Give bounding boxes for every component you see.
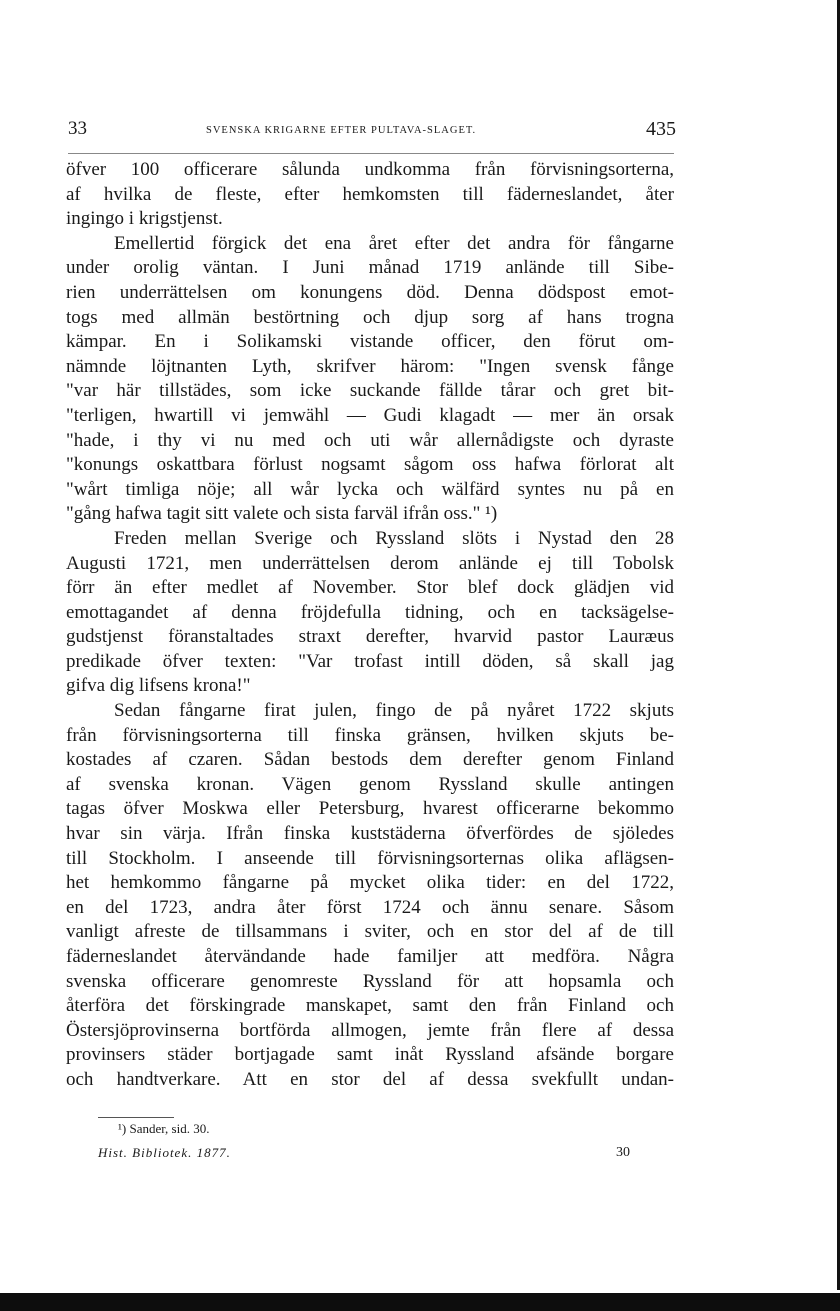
text-line: "terligen, hwartill vi jemwähl — Gudi klagadt — mer än orsak	[66, 404, 674, 426]
footnote: ¹) Sander, sid. 30.	[118, 1121, 210, 1136]
text-line: togs med allmän bestörtning och djup sorg af hans trogna	[66, 306, 674, 328]
left-page-number: 33	[68, 118, 87, 139]
running-head	[68, 118, 676, 146]
text-line: rien underrättelsen om konungens död. Denna dödspost emot-	[66, 281, 674, 303]
header-rule	[68, 153, 674, 154]
text-line: "wårt timliga nöje; all wår lycka och wälfärd syntes nu på en	[66, 478, 674, 500]
text-line: Emellertid förgick det ena året efter det andra för fångarne	[114, 232, 674, 254]
running-title: SVENSKA KRIGARNE EFTER PULTAVA-SLAGET.	[206, 125, 477, 136]
text-line: och handtverkare. Att en stor del af dessa svekfullt undan-	[66, 1068, 674, 1090]
text-line: Sedan fångarne firat julen, fingo de på nyåret 1722 skjuts	[114, 700, 674, 722]
footnote-rule	[98, 1117, 174, 1118]
text-line: af hvilka de fleste, efter hemkomsten till fäderneslandet, åter	[66, 183, 674, 205]
text-line: hvar sin värja. Ifrån finska kuststäderna öfverfördes de sjöledes	[66, 823, 674, 845]
text-line: tagas öfver Moskwa eller Petersburg, hvarest officerarne bekommo	[66, 798, 674, 820]
text-line: ingingo i krigstjenst.	[66, 208, 223, 230]
signature-line: Hist. Bibliotek. 1877.	[98, 1145, 231, 1160]
text-line: Östersjöprovinserna bortförda allmogen, jemte från flere af dessa	[66, 1019, 674, 1041]
text-line: "var här tillstädes, som icke suckande fällde tårar och gret bit-	[66, 380, 674, 402]
text-line: kostades af czaren. Sådan bestods dem derefter genom Finland	[66, 749, 674, 771]
text-line: öfver 100 officerare sålunda undkomma från förvisningsorterna,	[66, 159, 674, 180]
text-line: från förvisningsorterna till finska gränsen, hvilken skjuts be-	[66, 724, 674, 746]
text-line: "konungs oskattbara förlust nogsamt sågom oss hafwa förlorat alt	[66, 454, 674, 476]
text-line: af svenska kronan. Vägen genom Ryssland skulle antingen	[66, 773, 674, 795]
text-line: svenska officerare genomreste Ryssland för att hopsamla och	[66, 970, 674, 992]
text-line: provinsers städer bortjagade samt inåt Ryssland afsände borgare	[66, 1044, 674, 1066]
text-line: predikade öfver texten: "Var trofast intill döden, så skall jag	[66, 650, 674, 672]
sheet-number: 30	[616, 1145, 630, 1160]
text-line: fäderneslandet återvändande hade familjer att medföra. Några	[66, 946, 674, 967]
body-text	[66, 158, 674, 1093]
text-line: en del 1723, andra åter först 1724 och ännu senare. Såsom	[66, 896, 674, 918]
text-line: återföra det förskingrade manskapet, samt den från Finland och	[66, 995, 674, 1017]
text-line: Freden mellan Sverige och Ryssland slöts i Nystad den 28	[114, 527, 674, 549]
text-line: Augusti 1721, men underrättelsen derom anlände ej till Tobolsk	[66, 552, 674, 574]
text-line: nämnde löjtnanten Lyth, skrifver härom: "Ingen svensk fånge	[66, 355, 674, 377]
scan-bottom-border	[0, 1293, 840, 1311]
text-line: förr än efter medlet af November. Stor blef dock glädjen vid	[66, 577, 674, 599]
text-line: under orolig väntan. I Juni månad 1719 anlände till Sibe-	[66, 257, 674, 279]
right-page-number: 435	[646, 118, 676, 140]
text-line: "hade, i thy vi nu med och uti wår allernådigste och dyraste	[66, 429, 674, 451]
text-line: vanligt afreste de tillsammans i sviter, och en stor del af de till	[66, 921, 674, 943]
text-line: gifva dig lifsens krona!"	[66, 675, 251, 697]
text-line: till Stockholm. I anseende till förvisningsorternas olika aflägsen-	[66, 847, 674, 869]
text-line: gudstjenst föranstaltades straxt derefter, hvarvid pastor Lauræus	[66, 626, 674, 648]
text-line: het hemkommo fångarne på mycket olika tider: en del 1722,	[66, 872, 674, 894]
text-line: emottagandet af denna fröjdefulla tidning, och en tacksägelse-	[66, 601, 674, 623]
text-line: "gång hafwa tagit sitt valete och sista farväl ifrån oss." ¹)	[66, 503, 498, 525]
text-line: kämpar. En i Solikamski vistande officer, den förut om-	[66, 331, 674, 353]
